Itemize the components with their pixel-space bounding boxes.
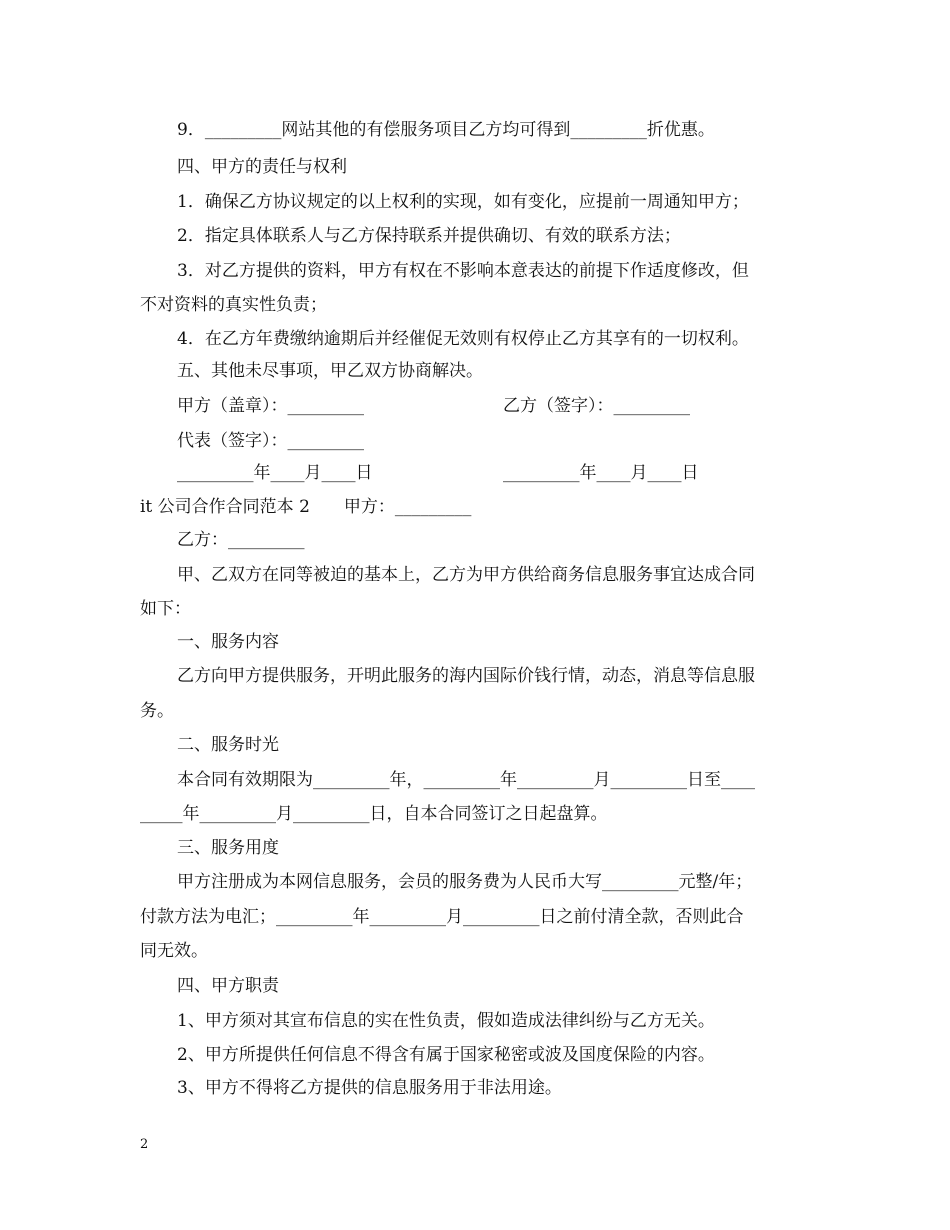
paragraph-service-content: 乙方向甲方提供服务，开明此服务的海内国际价钱行情，动态，消息等信息服 bbox=[177, 666, 755, 686]
paragraph-continuation: 同无效。 bbox=[140, 941, 208, 961]
paragraph-continuation: 务。 bbox=[140, 701, 174, 721]
paragraph-item: 1、甲方须对其宣布信息的实在性负责，假如造成法律纠纷与乙方无关。 bbox=[177, 1011, 715, 1031]
contract-title: it 公司合作合同范本 2 甲方：_________ bbox=[140, 497, 472, 517]
paragraph-continuation: 不对资料的真实性负责； bbox=[140, 295, 327, 315]
paragraph-continuation: 付款方法为电汇；_________年_________月_________日之前付清全款，否则此合 bbox=[140, 907, 744, 927]
paragraph-item: 3、甲方不得将乙方提供的信息服务用于非法用途。 bbox=[177, 1078, 562, 1098]
paragraph-continuation: 如下： bbox=[140, 599, 191, 619]
page-number: 2 bbox=[140, 1137, 149, 1152]
signature-party-a: 甲方（盖章）：_________ bbox=[177, 396, 364, 416]
section-heading-service-time: 二、服务时光 bbox=[177, 735, 279, 755]
section-heading-party-a-duties: 四、甲方职责 bbox=[177, 976, 279, 996]
party-b-line: 乙方：_________ bbox=[177, 530, 305, 550]
section-heading-service-fee: 三、服务用度 bbox=[177, 838, 279, 858]
signature-party-b: 乙方（签字）：_________ bbox=[503, 396, 690, 416]
date-party-b: _________年____月____日 bbox=[503, 463, 699, 483]
paragraph-service-time: 本合同有效期限为_________年，_________年_________月_________日至____ bbox=[177, 770, 755, 790]
section-heading-other: 五、其他未尽事项，甲乙双方协商解决。 bbox=[177, 361, 483, 381]
section-heading-party-a-rights: 四、甲方的责任与权利 bbox=[177, 157, 347, 177]
paragraph-item: 1．确保乙方协议规定的以上权利的实现，如有变化，应提前一周通知甲方； bbox=[177, 192, 749, 212]
paragraph-continuation: _____年_________月_________日，自本合同签订之日起盘算。 bbox=[140, 804, 608, 824]
paragraph-item: 3．对乙方提供的资料，甲方有权在不影响本意表达的前提下作适度修改，但 bbox=[177, 261, 749, 281]
signature-representative: 代表（签字）：_________ bbox=[177, 431, 364, 451]
paragraph-item: 2、甲方所提供任何信息不得含有属于国家秘密或波及国度保险的内容。 bbox=[177, 1045, 715, 1065]
date-party-a: _________年____月____日 bbox=[177, 463, 373, 483]
section-heading-service-content: 一、服务内容 bbox=[177, 632, 279, 652]
paragraph-item: 4．在乙方年费缴纳逾期后并经催促无效则有权停止乙方其享有的一切权利。 bbox=[177, 329, 749, 349]
paragraph-item: 2．指定具体联系人与乙方保持联系并提供确切、有效的联系方法； bbox=[177, 226, 681, 246]
paragraph-intro: 甲、乙双方在同等被迫的基本上，乙方为甲方供给商务信息服务事宜达成合同 bbox=[177, 565, 755, 585]
paragraph-item-9: 9．_________网站其他的有偿服务项目乙方均可得到_________折优惠。 bbox=[177, 120, 715, 140]
paragraph-service-fee: 甲方注册成为本网信息服务，会员的服务费为人民币大写_________元整/年； bbox=[177, 872, 753, 892]
